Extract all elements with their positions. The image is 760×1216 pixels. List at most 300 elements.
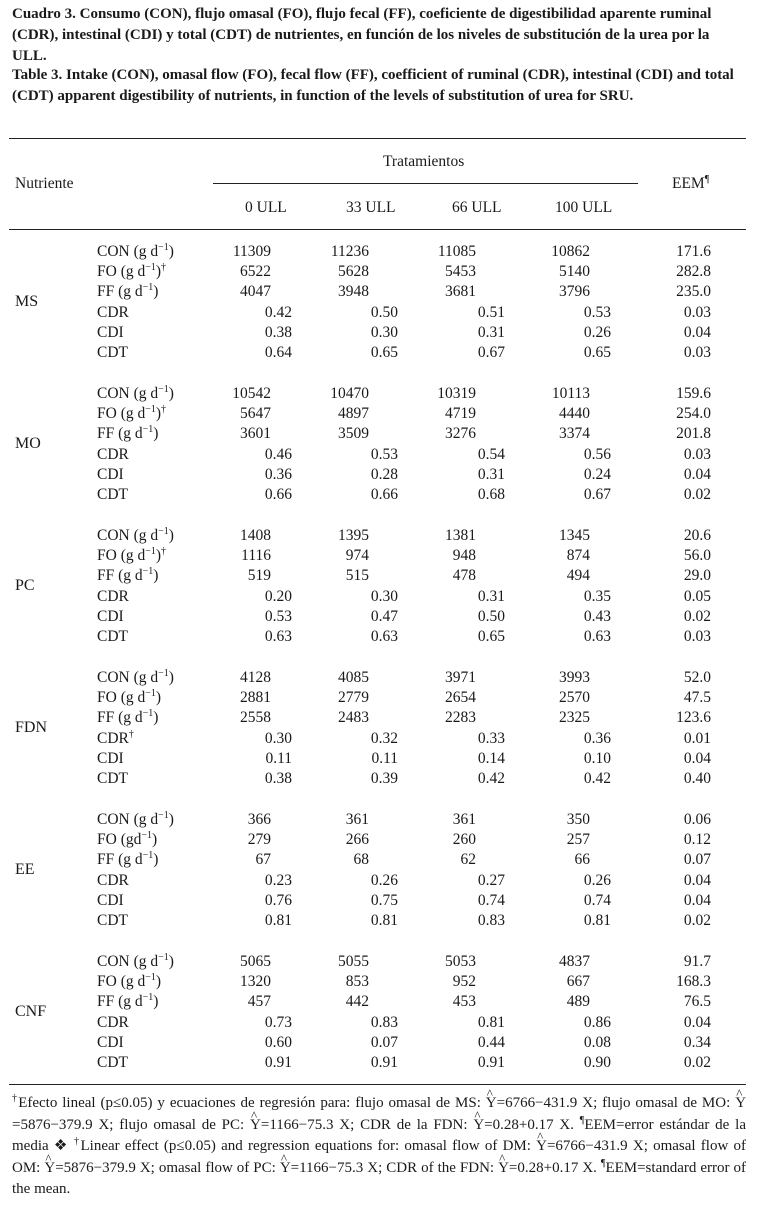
table-cell: 0.60 bbox=[264, 1033, 292, 1051]
eem-cell: 159.6 bbox=[676, 385, 711, 402]
row-label-text: FO (g d bbox=[97, 263, 146, 281]
eem-cell: 0.04 bbox=[683, 465, 711, 483]
table-cell: 453 bbox=[452, 993, 476, 1011]
row-label-mark: † bbox=[161, 262, 167, 274]
table-cell: 5453 bbox=[445, 263, 476, 281]
eem-cell: 0.04 bbox=[683, 891, 711, 909]
header-eem bbox=[672, 175, 709, 193]
eem-cell: 171.6 bbox=[676, 243, 711, 260]
row-label-text: CDR bbox=[97, 871, 129, 889]
table-cell: 0.81 bbox=[264, 912, 292, 929]
table-cell: 361 bbox=[345, 811, 369, 828]
table-cell: 1320 bbox=[240, 973, 271, 991]
row-label bbox=[97, 465, 124, 485]
eem-cell: 29.0 bbox=[683, 567, 711, 585]
eem-cell: 0.04 bbox=[683, 871, 711, 889]
eem-cell: 254.0 bbox=[676, 405, 711, 423]
table-cell: 4128 bbox=[240, 669, 271, 686]
footnote-es-eq1: =6766−431.9 X; flujo omasal de MO: bbox=[496, 1095, 736, 1111]
footnote-es-mark: † bbox=[12, 1093, 19, 1104]
row-label bbox=[97, 668, 174, 688]
footnote-en-mark: † bbox=[74, 1136, 81, 1147]
table-cell: 519 bbox=[247, 567, 271, 585]
table-cell: 0.42 bbox=[264, 303, 292, 321]
row-label-close: ) bbox=[168, 527, 174, 544]
eem-cell: 20.6 bbox=[683, 527, 711, 544]
table-cell: 260 bbox=[452, 831, 476, 849]
table-cell: 2881 bbox=[240, 689, 271, 707]
table-cell: 0.75 bbox=[370, 891, 398, 909]
row-label-text: CDT bbox=[97, 770, 128, 787]
eem-cell: 0.03 bbox=[683, 628, 711, 645]
table-cell: 0.26 bbox=[370, 871, 398, 889]
table-cell: 2325 bbox=[559, 709, 590, 727]
row-label-text: FO (g d bbox=[97, 405, 146, 423]
table-cell: 0.46 bbox=[264, 445, 292, 463]
row-label-text: CDI bbox=[97, 607, 124, 625]
table-cell: 0.91 bbox=[370, 1054, 398, 1071]
row-label-exponent: −1 bbox=[158, 241, 169, 253]
table-cell: 0.63 bbox=[370, 628, 398, 645]
table-cell: 10542 bbox=[232, 385, 271, 402]
footnote-en-eq3: =1166−75.3 X; CDR of the FDN: bbox=[290, 1159, 499, 1176]
table-cell: 66 bbox=[574, 851, 590, 869]
yhat-symbol: ^ Y bbox=[473, 1115, 484, 1137]
caption-english-label: Table 3. bbox=[12, 67, 63, 83]
table-cell: 0.10 bbox=[583, 749, 611, 767]
table-cell: 6522 bbox=[240, 263, 271, 281]
table-cell: 3276 bbox=[445, 425, 476, 443]
table-cell: 0.27 bbox=[477, 871, 505, 889]
footnote-es-eem: EEM=error estándar de la media ❖ bbox=[12, 1116, 746, 1154]
table-cell: 0.90 bbox=[583, 1054, 611, 1071]
row-label-close: ) bbox=[153, 425, 159, 443]
header-nutrient: Nutriente bbox=[15, 175, 74, 192]
row-label bbox=[97, 404, 166, 424]
table-top-rule bbox=[9, 138, 746, 139]
row-label bbox=[97, 871, 129, 891]
row-label-exponent: −1 bbox=[158, 951, 169, 963]
table-cell: 0.76 bbox=[264, 891, 292, 909]
header-col-0: 0 ULL bbox=[245, 199, 287, 216]
table-cell: 0.23 bbox=[264, 871, 292, 889]
eem-cell: 76.5 bbox=[683, 993, 711, 1011]
row-label-exponent: −1 bbox=[142, 424, 154, 436]
table-cell: 3509 bbox=[338, 425, 369, 443]
table-cell: 1116 bbox=[241, 547, 271, 565]
row-label bbox=[97, 1013, 129, 1033]
table-cell: 0.42 bbox=[583, 770, 611, 787]
table-cell: 0.38 bbox=[264, 770, 292, 787]
table-cell: 515 bbox=[345, 567, 369, 585]
table-cell: 3374 bbox=[559, 425, 590, 443]
table-cell: 350 bbox=[566, 811, 590, 828]
eem-cell: 0.01 bbox=[683, 729, 711, 747]
table-cell: 0.81 bbox=[370, 912, 398, 929]
row-label-text: CDT bbox=[97, 486, 128, 503]
table-cell: 11236 bbox=[330, 243, 369, 260]
footnote-es-text: Efecto lineal (p≤0.05) y ecuaciones de regresión para: flujo omasal de MS: bbox=[18, 1095, 486, 1111]
table-cell: 3796 bbox=[559, 283, 590, 301]
footnote-en-eem-mark: ¶ bbox=[600, 1157, 606, 1169]
table-cell: 0.43 bbox=[583, 607, 611, 625]
row-label-exponent: −1 bbox=[142, 282, 154, 294]
eem-cell: 0.03 bbox=[683, 303, 711, 321]
table-cell: 1345 bbox=[559, 527, 590, 544]
row-label-close: ) bbox=[168, 811, 174, 828]
table-cell: 2283 bbox=[445, 709, 476, 727]
row-label-text: CDT bbox=[97, 344, 128, 361]
row-label bbox=[97, 262, 166, 282]
table-cell: 0.47 bbox=[370, 607, 398, 625]
group-label: EE bbox=[15, 860, 35, 878]
table-cell: 0.91 bbox=[264, 1054, 292, 1071]
eem-cell: 0.04 bbox=[683, 1013, 711, 1031]
row-label-exponent: −1 bbox=[141, 830, 152, 842]
table-cell: 0.65 bbox=[583, 344, 611, 361]
row-label-text: FO (g d bbox=[97, 973, 146, 991]
table-cell: 5140 bbox=[559, 263, 590, 281]
table-cell: 2558 bbox=[240, 709, 271, 727]
table-cell: 0.65 bbox=[370, 344, 398, 361]
row-label-exponent: −1 bbox=[158, 809, 169, 821]
row-label bbox=[97, 911, 128, 931]
row-label-exponent: −1 bbox=[145, 546, 156, 558]
table-header-rule bbox=[9, 229, 746, 230]
table-cell: 68 bbox=[353, 851, 369, 869]
table-cell: 0.83 bbox=[370, 1013, 398, 1031]
row-label bbox=[97, 1033, 124, 1053]
yhat-symbol: ^ Y bbox=[498, 1158, 509, 1180]
row-label bbox=[97, 303, 129, 323]
eem-cell: 56.0 bbox=[683, 547, 711, 565]
yhat-symbol: ^ Y bbox=[250, 1115, 261, 1137]
table-cell: 3948 bbox=[338, 283, 369, 301]
eem-cell: 47.5 bbox=[683, 689, 711, 707]
yhat-symbol: ^ Y bbox=[735, 1093, 746, 1115]
footnote-en-eq1: =6766−431.9 X; omasal flow of OM: bbox=[12, 1138, 746, 1176]
table-cell: 667 bbox=[566, 973, 590, 991]
table-cell: 0.30 bbox=[370, 323, 398, 341]
eem-cell: 0.03 bbox=[683, 445, 711, 463]
eem-cell: 0.40 bbox=[683, 770, 711, 787]
row-label-text: CDI bbox=[97, 323, 124, 341]
row-label-close: ) bbox=[155, 973, 162, 991]
row-label-exponent: −1 bbox=[145, 404, 156, 416]
row-label-mark: † bbox=[128, 728, 134, 740]
row-label-text: FF (g d bbox=[97, 283, 143, 301]
row-label bbox=[97, 708, 158, 728]
table-cell: 0.44 bbox=[477, 1033, 505, 1051]
table-cell: 10470 bbox=[330, 385, 369, 402]
treatments-rule bbox=[213, 183, 638, 184]
table-cell: 0.36 bbox=[264, 465, 292, 483]
table-cell: 0.83 bbox=[477, 912, 505, 929]
footnote-eem-mark: ¶ bbox=[579, 1114, 585, 1126]
row-label-exponent: −1 bbox=[145, 262, 156, 274]
table-cell: 0.74 bbox=[477, 891, 505, 909]
row-label-exponent: −1 bbox=[142, 708, 154, 720]
row-label bbox=[97, 526, 174, 546]
table-cell: 0.07 bbox=[370, 1033, 398, 1051]
row-label-text: CON (g d bbox=[97, 527, 159, 544]
row-label bbox=[97, 749, 124, 769]
table-cell: 1395 bbox=[338, 527, 369, 544]
eem-cell: 0.02 bbox=[683, 607, 711, 625]
table-cell: 1408 bbox=[240, 527, 271, 544]
row-label bbox=[97, 972, 161, 992]
row-label-close: ) bbox=[168, 243, 174, 260]
footnote bbox=[12, 1093, 746, 1201]
table-cell: 11085 bbox=[437, 243, 476, 260]
table-cell: 0.74 bbox=[583, 891, 611, 909]
table-cell: 10862 bbox=[551, 243, 590, 260]
row-label bbox=[97, 445, 129, 465]
table-cell: 442 bbox=[345, 993, 369, 1011]
table-cell: 2654 bbox=[445, 689, 476, 707]
row-label-text: FF (g d bbox=[97, 993, 143, 1011]
table-cell: 3601 bbox=[240, 425, 271, 443]
row-label-exponent: −1 bbox=[145, 688, 156, 700]
table-cell: 0.86 bbox=[583, 1013, 611, 1031]
row-label bbox=[97, 607, 124, 627]
table-cell: 0.11 bbox=[265, 749, 292, 767]
group-label: MS bbox=[15, 292, 39, 310]
caption-english bbox=[12, 65, 746, 107]
row-label-text: CON (g d bbox=[97, 953, 159, 970]
row-label-close: ) bbox=[153, 567, 159, 585]
eem-cell: 0.06 bbox=[683, 811, 711, 828]
row-label bbox=[97, 729, 134, 749]
row-label-text: CDI bbox=[97, 465, 124, 483]
table-cell: 0.08 bbox=[583, 1033, 611, 1051]
table-cell: 0.53 bbox=[583, 303, 611, 321]
row-label bbox=[97, 891, 124, 911]
table-cell: 0.20 bbox=[264, 587, 292, 605]
footnote-en-eq2: =5876−379.9 X; omasal flow of PC: bbox=[55, 1159, 280, 1176]
table-cell: 0.32 bbox=[370, 729, 398, 747]
table-cell: 0.30 bbox=[264, 729, 292, 747]
eem-cell: 91.7 bbox=[683, 953, 711, 970]
table-cell: 0.14 bbox=[477, 749, 505, 767]
eem-cell: 0.02 bbox=[683, 912, 711, 929]
row-label-close: ) bbox=[155, 263, 162, 281]
row-label bbox=[97, 587, 129, 607]
table-cell: 0.11 bbox=[371, 749, 398, 767]
row-label-exponent: −1 bbox=[142, 850, 154, 862]
eem-cell: 0.04 bbox=[683, 749, 711, 767]
eem-cell: 0.12 bbox=[683, 831, 711, 849]
row-label bbox=[97, 323, 124, 343]
footnote-en-text: Linear effect (p≤0.05) and regression equations for: omasal flow of DM: bbox=[80, 1138, 537, 1154]
row-label-text: CON (g d bbox=[97, 669, 159, 686]
table-cell: 0.54 bbox=[477, 445, 505, 463]
caption-spanish-label: Cuadro 3. bbox=[12, 6, 76, 22]
footnote-es-eq4: =0.28+0.17 X. bbox=[484, 1116, 580, 1133]
table-cell: 0.67 bbox=[477, 344, 505, 361]
row-label bbox=[97, 343, 128, 363]
table-cell: 0.39 bbox=[370, 770, 398, 787]
row-label-text: FF (g d bbox=[97, 851, 143, 869]
footnote-es-eq2: =5876−379.9 X; flujo omasal de PC: bbox=[12, 1116, 251, 1133]
table-cell: 0.68 bbox=[477, 486, 505, 503]
table-cell: 0.63 bbox=[583, 628, 611, 645]
eem-cell: 201.8 bbox=[676, 425, 711, 443]
header-treatments: Tratamientos bbox=[383, 153, 465, 170]
row-label-text: FF (g d bbox=[97, 709, 143, 727]
row-label-text: FF (g d bbox=[97, 567, 143, 585]
eem-cell: 0.02 bbox=[683, 1054, 711, 1071]
row-label bbox=[97, 282, 158, 302]
table-cell: 0.73 bbox=[264, 1013, 292, 1031]
row-label-exponent: −1 bbox=[145, 972, 156, 984]
row-label bbox=[97, 769, 128, 789]
row-label bbox=[97, 1053, 128, 1073]
header-eem-mark: ¶ bbox=[704, 173, 710, 185]
table-cell: 10319 bbox=[437, 385, 476, 402]
eem-cell: 0.05 bbox=[683, 587, 711, 605]
table-cell: 457 bbox=[247, 993, 271, 1011]
row-label-text: CDT bbox=[97, 912, 128, 929]
footnote-en-eq4: =0.28+0.17 X. bbox=[508, 1159, 601, 1176]
group-label: MO bbox=[15, 434, 41, 452]
table-cell: 0.66 bbox=[264, 486, 292, 503]
row-label-text: FO (gd bbox=[97, 831, 142, 849]
row-label-text: CDR bbox=[97, 1013, 129, 1031]
table-cell: 974 bbox=[345, 547, 369, 565]
eem-cell: 52.0 bbox=[683, 669, 711, 686]
table-cell: 5065 bbox=[240, 953, 271, 970]
table-cell: 0.26 bbox=[583, 323, 611, 341]
caption-english-text: Intake (CON), omasal flow (FO), fecal flow (FF), coefficient of ruminal (CDR), intestinal (CDI) and total (CDT) apparent digestibility of nutrients, in function of the levels of substitution of urea for SRU. bbox=[12, 67, 734, 104]
table-cell: 1381 bbox=[445, 527, 476, 544]
row-label-text: CON (g d bbox=[97, 243, 159, 260]
row-label-text: CDR bbox=[97, 303, 129, 321]
row-label-text: CDI bbox=[97, 891, 124, 909]
table-cell: 4897 bbox=[338, 405, 369, 423]
row-label-close: ) bbox=[153, 851, 159, 869]
eem-cell: 282.8 bbox=[676, 263, 711, 281]
table-cell: 0.53 bbox=[370, 445, 398, 463]
eem-cell: 168.3 bbox=[676, 973, 711, 991]
footnote-es-eq3: =1166−75.3 X; CDR de la FDN: bbox=[260, 1116, 474, 1133]
row-label bbox=[97, 424, 158, 444]
table-cell: 5647 bbox=[240, 405, 271, 423]
row-label-close: ) bbox=[168, 385, 174, 402]
row-label bbox=[97, 992, 158, 1012]
row-label-close: ) bbox=[153, 283, 159, 301]
row-label-exponent: −1 bbox=[142, 992, 154, 1004]
table-cell: 0.42 bbox=[477, 770, 505, 787]
table-cell: 3971 bbox=[445, 669, 476, 686]
table-cell: 0.31 bbox=[477, 465, 505, 483]
table-cell: 874 bbox=[566, 547, 590, 565]
row-label-mark: † bbox=[161, 404, 167, 416]
table-cell: 5053 bbox=[445, 953, 476, 970]
row-label bbox=[97, 566, 158, 586]
footnote-en-eem: EEM=standard error of the mean. bbox=[12, 1159, 746, 1197]
table-cell: 0.28 bbox=[370, 465, 398, 483]
eem-cell: 0.04 bbox=[683, 323, 711, 341]
table-cell: 0.38 bbox=[264, 323, 292, 341]
table-cell: 948 bbox=[452, 547, 476, 565]
eem-cell: 0.03 bbox=[683, 344, 711, 361]
row-label-text: CDR bbox=[97, 445, 129, 463]
table-cell: 4085 bbox=[338, 669, 369, 686]
table-cell: 0.31 bbox=[477, 323, 505, 341]
yhat-symbol: ^ Y bbox=[44, 1158, 55, 1180]
row-label-text: CDI bbox=[97, 749, 124, 767]
group-label: CNF bbox=[15, 1002, 47, 1020]
eem-cell: 0.07 bbox=[683, 851, 711, 869]
row-label-text: CDR bbox=[97, 587, 129, 605]
row-label-exponent: −1 bbox=[158, 667, 169, 679]
row-label bbox=[97, 546, 166, 566]
table-cell: 11309 bbox=[232, 243, 271, 260]
table-cell: 478 bbox=[452, 567, 476, 585]
table-bottom-rule bbox=[9, 1084, 746, 1085]
row-label-exponent: −1 bbox=[158, 525, 169, 537]
row-label-text: FO (g d bbox=[97, 547, 146, 565]
row-label bbox=[97, 688, 161, 708]
group-label: FDN bbox=[15, 718, 48, 736]
group-label: PC bbox=[15, 576, 35, 594]
table-cell: 0.50 bbox=[370, 303, 398, 321]
table-cell: 361 bbox=[452, 811, 476, 828]
eem-cell: 235.0 bbox=[676, 283, 711, 301]
header-col-33: 33 ULL bbox=[346, 199, 396, 216]
table-cell: 4719 bbox=[445, 405, 476, 423]
row-label-text: CDT bbox=[97, 1054, 128, 1071]
row-label-close: ) bbox=[155, 689, 162, 707]
table-cell: 366 bbox=[247, 811, 271, 828]
table-cell: 0.66 bbox=[370, 486, 398, 503]
table-cell: 0.81 bbox=[583, 912, 611, 929]
table-cell: 10113 bbox=[551, 385, 590, 402]
table-cell: 0.31 bbox=[477, 587, 505, 605]
caption-spanish bbox=[12, 4, 746, 67]
table-cell: 279 bbox=[247, 831, 271, 849]
table-cell: 2483 bbox=[338, 709, 369, 727]
table-cell: 494 bbox=[566, 567, 590, 585]
header-col-100: 100 ULL bbox=[555, 199, 613, 216]
row-label bbox=[97, 952, 174, 972]
row-label-exponent: −1 bbox=[158, 383, 169, 395]
table-cell: 0.50 bbox=[477, 607, 505, 625]
table-cell: 5628 bbox=[338, 263, 369, 281]
table-cell: 0.64 bbox=[264, 344, 292, 361]
yhat-symbol: ^ Y bbox=[536, 1136, 547, 1158]
table-cell: 2570 bbox=[559, 689, 590, 707]
row-label bbox=[97, 384, 174, 404]
row-label bbox=[97, 627, 128, 647]
row-label-mark: † bbox=[161, 546, 167, 558]
table-cell: 0.56 bbox=[583, 445, 611, 463]
eem-cell: 123.6 bbox=[676, 709, 711, 727]
caption-spanish-text: Consumo (CON), flujo omasal (FO), flujo fecal (FF), coeficiente de digestibilidad aparente ruminal (CDR), intestinal (CDI) y total (CDT) de nutrientes, en función de los niveles de substitución de la urea por la ULL. bbox=[12, 6, 712, 64]
table-cell: 257 bbox=[566, 831, 590, 849]
table-cell: 0.30 bbox=[370, 587, 398, 605]
row-label-exponent: −1 bbox=[142, 566, 154, 578]
header-eem-label: EEM bbox=[672, 175, 705, 192]
row-label-text: CDR bbox=[97, 729, 129, 747]
row-label-close: ) bbox=[153, 709, 159, 727]
table-cell: 0.35 bbox=[583, 587, 611, 605]
table-cell: 0.24 bbox=[583, 465, 611, 483]
table-cell: 3993 bbox=[559, 669, 590, 686]
table-cell: 0.33 bbox=[477, 729, 505, 747]
table-cell: 0.51 bbox=[477, 303, 505, 321]
